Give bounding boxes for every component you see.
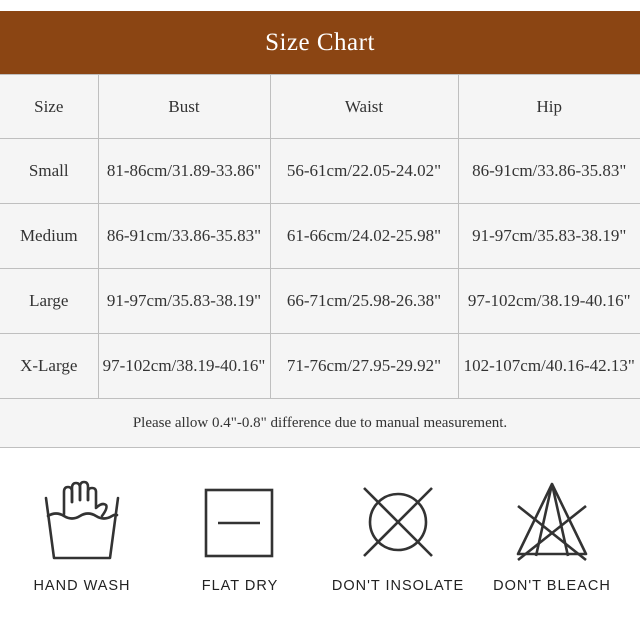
bust-cell: 86-91cm/33.86-35.83" (98, 204, 270, 269)
size-chart-title: Size Chart (0, 11, 640, 74)
care-dont-bleach (472, 478, 632, 618)
table-row (0, 204, 640, 269)
care-label: DON'T INSOLATE (331, 578, 465, 594)
header-waist: Waist (270, 75, 458, 139)
table-row (0, 269, 640, 334)
table-row (0, 139, 640, 204)
hip-cell: 91-97cm/35.83-38.19" (458, 204, 640, 269)
hip-cell: 102-107cm/40.16-42.13" (458, 334, 640, 399)
hip-cell: 97-102cm/38.19-40.16" (458, 269, 640, 334)
flat-dry-icon (200, 478, 280, 562)
header-hip: Hip (458, 75, 640, 139)
care-hand-wash (2, 478, 162, 618)
size-cell: Large (0, 269, 98, 334)
size-cell: X-Large (0, 334, 98, 399)
bust-cell: 81-86cm/31.89-33.86" (98, 139, 270, 204)
header-size: Size (0, 75, 98, 139)
header-bust: Bust (98, 75, 270, 139)
table-row (0, 334, 640, 399)
bust-cell: 91-97cm/35.83-38.19" (98, 269, 270, 334)
hand-wash-icon (42, 478, 122, 562)
size-cell: Medium (0, 204, 98, 269)
waist-cell: 66-71cm/25.98-26.38" (270, 269, 458, 334)
size-cell: Small (0, 139, 98, 204)
waist-cell: 61-66cm/24.02-25.98" (270, 204, 458, 269)
care-dont-insolate (318, 478, 478, 618)
size-table (0, 74, 640, 448)
hip-cell: 86-91cm/33.86-35.83" (458, 139, 640, 204)
care-label: FLAT DRY (201, 578, 279, 594)
care-label: HAND WASH (33, 578, 131, 594)
dont-insolate-icon (358, 478, 438, 562)
waist-cell: 71-76cm/27.95-29.92" (270, 334, 458, 399)
table-note-row (0, 399, 640, 448)
table-header-row (0, 75, 640, 139)
waist-cell: 56-61cm/22.05-24.02" (270, 139, 458, 204)
care-label: DON'T BLEACH (493, 578, 611, 594)
measurement-note: Please allow 0.4"-0.8" difference due to manual measurement. (0, 399, 640, 448)
care-flat-dry (160, 478, 320, 618)
dont-bleach-icon (512, 478, 592, 562)
bust-cell: 97-102cm/38.19-40.16" (98, 334, 270, 399)
